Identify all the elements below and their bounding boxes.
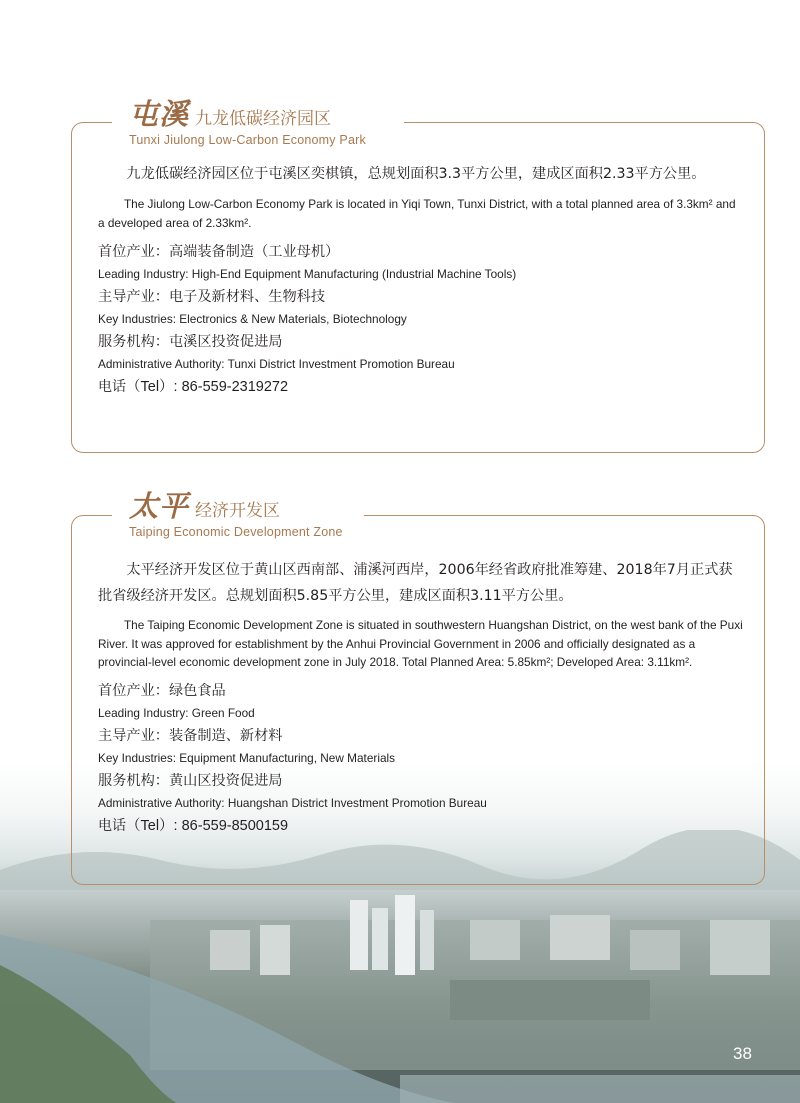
section-title-en: Taiping Economic Development Zone	[129, 525, 343, 539]
authority-en: Administrative Authority: Huangshan District Investment Promotion Bureau	[98, 795, 487, 810]
intro-en: The Jiulong Low-Carbon Economy Park is located in Yiqi Town, Tunxi District, with a total planned area of 3.3km² and a developed area of 2.33km².	[98, 197, 736, 230]
section-title-big: 屯溪	[129, 97, 190, 131]
leading-industry-en: Leading Industry: Green Food	[98, 705, 255, 720]
tel-cn-label: 电话	[98, 379, 126, 395]
key-industries-en: Key Industries: Electronics & New Materials, Biotechnology	[98, 312, 407, 326]
section-taiping	[71, 478, 765, 888]
tel-number: 86-559-8500159	[181, 817, 289, 834]
tel-number: 86-559-2319272	[181, 379, 289, 395]
section-header	[129, 484, 343, 539]
section-title: 经济开发区	[195, 501, 281, 521]
tel-cn-label: 电话	[98, 817, 126, 834]
section-title: 九龙低碳经济园区	[195, 109, 332, 129]
key-industries-cn: 主导产业：装备制造、新材料	[98, 727, 283, 744]
leading-industry-en: Leading Industry: High-End Equipment Manufacturing (Industrial Machine Tools)	[98, 267, 517, 281]
intro-en: The Taiping Economic Development Zone is situated in southwestern Huangshan District, on the west bank of the Puxi River. It was approved for establishment by the Anhui Provincial Government in 2006 and officially designated as a provincial-level economic development zone in July 2018. Total Planned Area: 5.85km²; Developed Area: 3.11km².	[98, 618, 743, 669]
section-content	[98, 557, 743, 837]
section-tunxi	[71, 88, 765, 454]
intro-cn: 九龙低碳经济园区位于屯溪区奕棋镇，总规划面积3.3平方公里，建成区面积2.33平方公里。	[126, 166, 706, 182]
river	[0, 905, 800, 1103]
key-industries-cn: 主导产业：电子及新材料、生物科技	[98, 289, 326, 305]
telephone	[98, 815, 743, 837]
page-number: 38	[733, 1044, 752, 1063]
leading-industry-cn: 首位产业：高端装备制造（工业母机）	[98, 244, 340, 260]
section-header	[129, 92, 366, 147]
key-industries-en: Key Industries: Equipment Manufacturing, New Materials	[98, 750, 396, 765]
leading-industry-cn: 首位产业：绿色食品	[98, 682, 226, 699]
section-title-big: 太平	[129, 489, 190, 523]
telephone	[98, 376, 743, 398]
section-content	[98, 163, 743, 398]
authority-cn: 服务机构：黄山区投资促进局	[98, 772, 283, 789]
tel-label: （Tel）:	[126, 379, 178, 395]
section-title-en: Tunxi Jiulong Low-Carbon Economy Park	[129, 133, 366, 147]
tel-label: （Tel）:	[126, 817, 178, 834]
intro-cn: 太平经济开发区位于黄山区西南部、浦溪河西岸，2006年经省政府批准筹建、2018年7月正式获批省级经济开发区。总规划面积5.85平方公里，建成区面积3.11平方公里。	[98, 562, 733, 604]
authority-en: Administrative Authority: Tunxi District Investment Promotion Bureau	[98, 357, 455, 371]
authority-cn: 服务机构：屯溪区投资促进局	[98, 334, 283, 350]
